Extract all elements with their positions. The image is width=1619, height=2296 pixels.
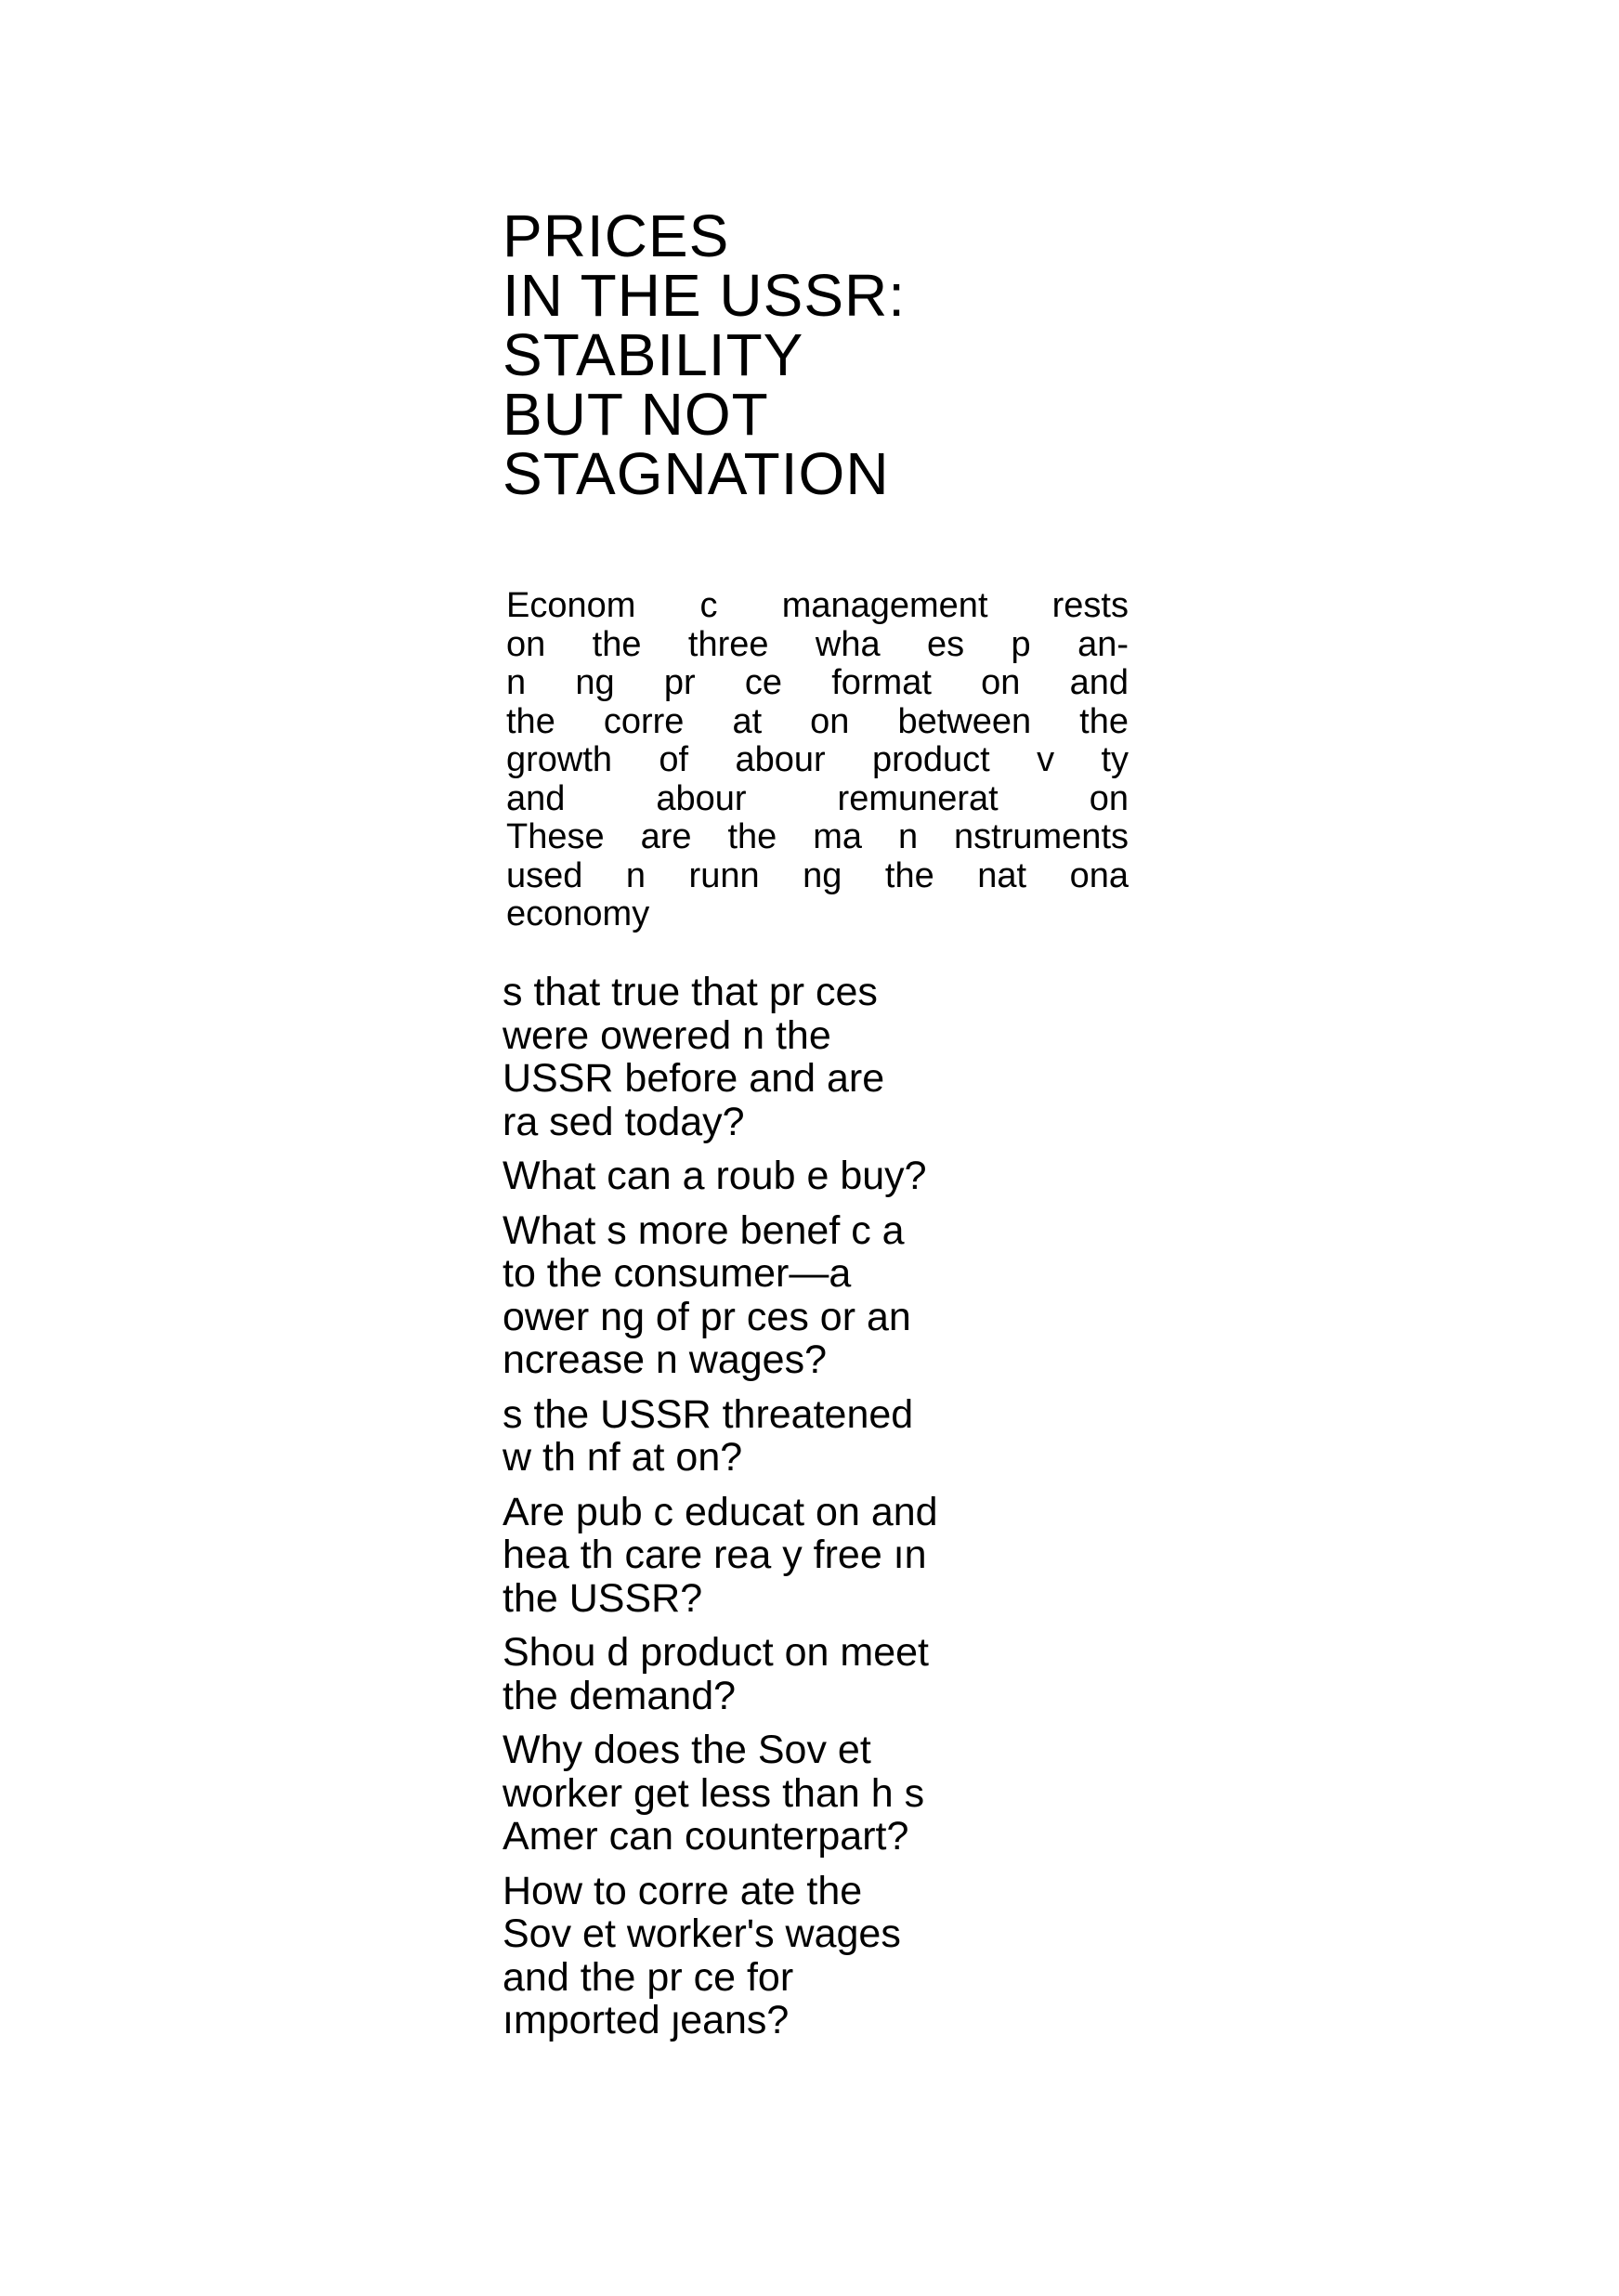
question-item	[503, 1155, 1208, 1198]
question-line: the USSR?	[503, 1575, 703, 1621]
question-item	[503, 1631, 1208, 1717]
question-line: Shou d product on meet	[503, 1630, 929, 1675]
intro-line: the corre at on between the	[506, 701, 1129, 741]
title-line: STABILITY	[503, 321, 804, 388]
question-line: Are pub c educat on and	[503, 1489, 938, 1534]
question-line: were owered n the	[503, 1012, 831, 1058]
question-item	[503, 1491, 1208, 1621]
title-line: PRICES	[503, 202, 730, 269]
title-line: STAGNATION	[503, 440, 890, 507]
title-line: IN THE USSR:	[503, 262, 906, 329]
question-line: ımported ȷeans?	[503, 1998, 790, 2042]
question-line: How to corre ate the	[503, 1868, 863, 1913]
intro-line: used n runn ng the nat ona	[506, 855, 1129, 895]
title-line: BUT NOT	[503, 381, 769, 448]
question-item	[503, 1729, 1208, 1859]
question-line: Sov et worker's wages	[503, 1911, 901, 1956]
question-line: s that true that pr ces	[503, 970, 878, 1014]
intro-line: These are the ma n nstruments	[506, 817, 1129, 856]
question-list	[503, 971, 1208, 2054]
question-line: Amer can counterpart?	[503, 1814, 909, 1859]
question-line: worker get less than h s	[503, 1770, 925, 1816]
question-line: s the USSR threatened	[503, 1391, 914, 1437]
intro-line: growth of abour product v ty	[506, 740, 1129, 779]
intro-paragraph	[506, 587, 1129, 934]
question-line: What s more benef c a	[503, 1207, 905, 1253]
question-line: What can a roub e buy?	[503, 1154, 927, 1198]
question-line: and the pr ce for	[503, 1954, 794, 2000]
intro-line: economy	[506, 894, 650, 933]
intro-line: Econom c management rests	[506, 586, 1129, 625]
question-line: ncrease n wages?	[503, 1337, 827, 1382]
question-line: USSR before and are	[503, 1056, 885, 1101]
page-title	[503, 202, 906, 507]
question-line: Why does the Sov et	[503, 1728, 871, 1772]
question-item	[503, 1393, 1208, 1480]
question-line: w th nf at on?	[503, 1435, 743, 1480]
question-line: the demand?	[503, 1673, 737, 1718]
intro-line: n ng pr ce format on and	[506, 663, 1129, 702]
question-item	[503, 1209, 1208, 1382]
intro-line: on the three wha es p an-	[506, 624, 1129, 664]
question-line: ra sed today?	[503, 1099, 745, 1144]
question-item	[503, 1870, 1208, 2042]
question-line: hea th care rea y free ın	[503, 1533, 927, 1577]
question-line: to the consumer—a	[503, 1251, 852, 1296]
intro-line: and abour remunerat on	[506, 778, 1129, 818]
question-item	[503, 971, 1208, 1143]
question-line: ower ng of pr ces or an	[503, 1294, 911, 1339]
